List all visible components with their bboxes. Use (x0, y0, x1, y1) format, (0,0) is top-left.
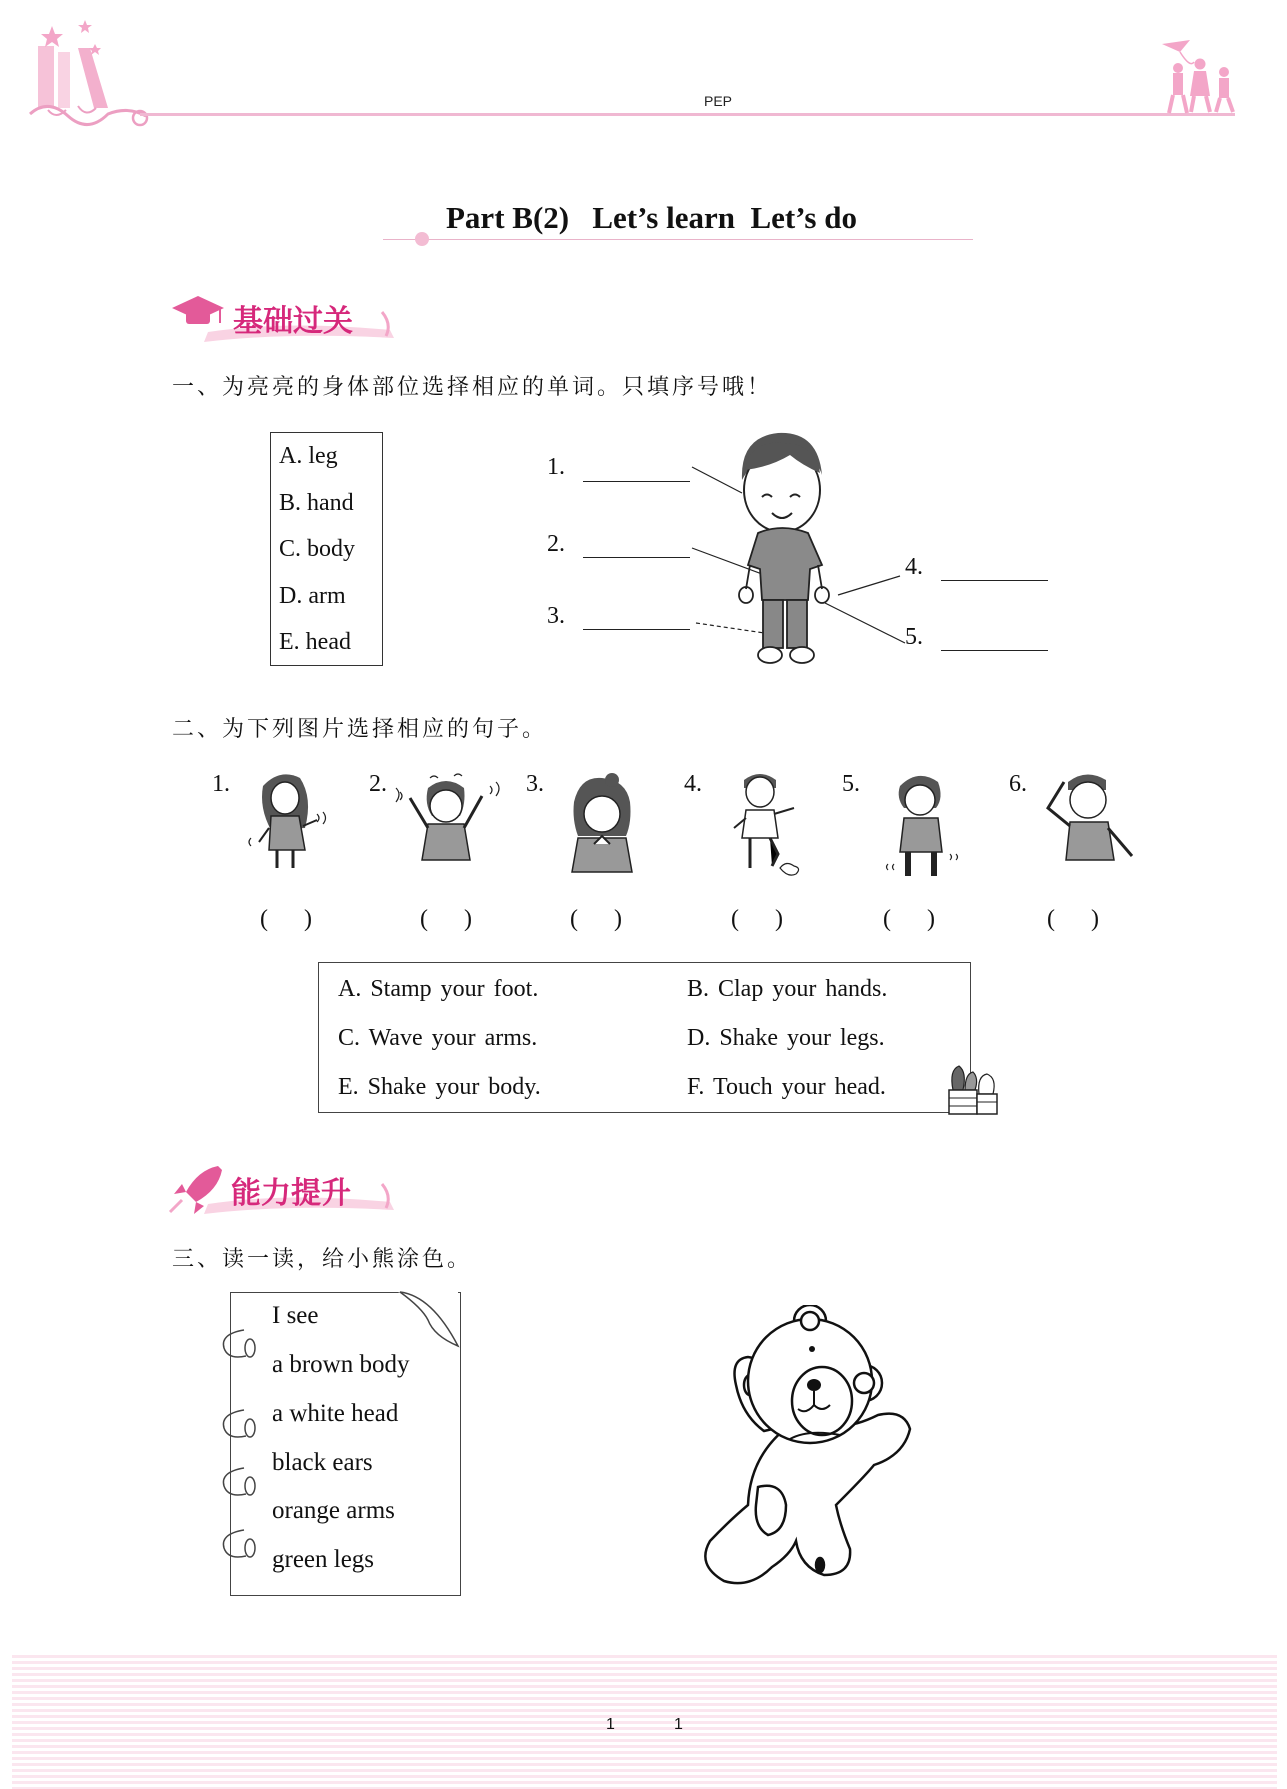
picture-number-4: 4. (684, 771, 702, 797)
title-underline (383, 239, 973, 240)
answer-paren-6[interactable]: ( ) (1047, 906, 1099, 932)
label-3: 3. (547, 603, 565, 629)
question2-instruction: 二、为下列图片选择相应的句子。 (172, 717, 548, 742)
boy-shaking-legs-picture (880, 768, 970, 883)
cactus-pot-icon (945, 1062, 1003, 1122)
label-5: 5. (905, 624, 923, 650)
label-4: 4. (905, 554, 923, 580)
header-rule (140, 113, 1235, 116)
note-rings-icon (218, 1320, 258, 1580)
sentence-c: C. Wave your arms. (338, 1025, 538, 1051)
picture-number-6: 6. (1009, 771, 1027, 797)
note-line-5: orange arms (272, 1497, 395, 1524)
answer-paren-4[interactable]: ( ) (731, 906, 783, 932)
note-line-1: I see (272, 1302, 319, 1329)
sentence-a: A. Stamp your foot. (338, 976, 539, 1002)
books-logo-icon (28, 18, 153, 133)
boy-stamping-foot-picture (720, 768, 805, 883)
option-e: E. head (279, 629, 351, 655)
option-d: D. arm (279, 582, 346, 609)
picture-number-2: 2. (369, 771, 387, 797)
label-2: 2. (547, 531, 565, 557)
girl-clapping-hands-picture (560, 772, 645, 877)
title-dot (415, 232, 429, 246)
option-a: A. leg (279, 443, 338, 469)
sentence-f: F. Touch your head. (687, 1074, 886, 1100)
answer-paren-5[interactable]: ( ) (883, 906, 935, 932)
option-c: C. body (279, 536, 356, 562)
answer-paren-3[interactable]: ( ) (570, 906, 622, 932)
edition-label: PEP (704, 93, 733, 109)
picture-number-1: 1. (212, 771, 230, 797)
option-b: B. hand (279, 489, 354, 516)
answer-blank-4[interactable] (941, 580, 1048, 581)
note-line-3: a white head (272, 1400, 399, 1427)
sentence-b: B. Clap your hands. (687, 976, 888, 1002)
question3-instruction: 三、读一读，给小熊涂色。 (172, 1247, 473, 1272)
page-title: Part B(2) Let’s learn Let’s do (446, 200, 857, 235)
section-heading-basic: 基础过关 (233, 304, 353, 339)
answer-paren-1[interactable]: ( ) (260, 906, 312, 932)
picture-number-3: 3. (526, 771, 544, 797)
boy-illustration (690, 425, 915, 675)
girl-shaking-body-picture (245, 768, 340, 873)
question1-instruction: 一、为亮亮的身体部位选择相应的单词。只填序号哦！ (172, 375, 773, 400)
kids-kite-icon (1160, 38, 1240, 116)
note-line-4: black ears (272, 1449, 373, 1476)
page-number-right: 1 (674, 1716, 683, 1733)
picture-number-5: 5. (842, 771, 860, 797)
section-heading-advanced: 能力提升 (231, 1176, 351, 1211)
girl-waving-arms-picture (390, 768, 505, 863)
answer-blank-2[interactable] (583, 557, 690, 558)
note-line-2: a brown body (272, 1351, 410, 1378)
footer-stripes (12, 1655, 1277, 1789)
word-options-box (270, 432, 383, 666)
note-line-6: green legs (272, 1546, 375, 1573)
label-1: 1. (547, 454, 565, 480)
answer-paren-2[interactable]: ( ) (420, 906, 472, 932)
answer-blank-1[interactable] (583, 481, 690, 482)
sentence-e: E. Shake your body. (338, 1074, 541, 1100)
answer-blank-3[interactable] (583, 629, 690, 630)
answer-blank-5[interactable] (941, 650, 1048, 651)
boy-touching-head-picture (1040, 768, 1140, 863)
page-number-left: 1 (606, 1716, 615, 1733)
sentence-d: D. Shake your legs. (687, 1025, 885, 1051)
page-curl-icon (398, 1290, 462, 1348)
teddy-bear-coloring-picture[interactable] (690, 1305, 930, 1595)
